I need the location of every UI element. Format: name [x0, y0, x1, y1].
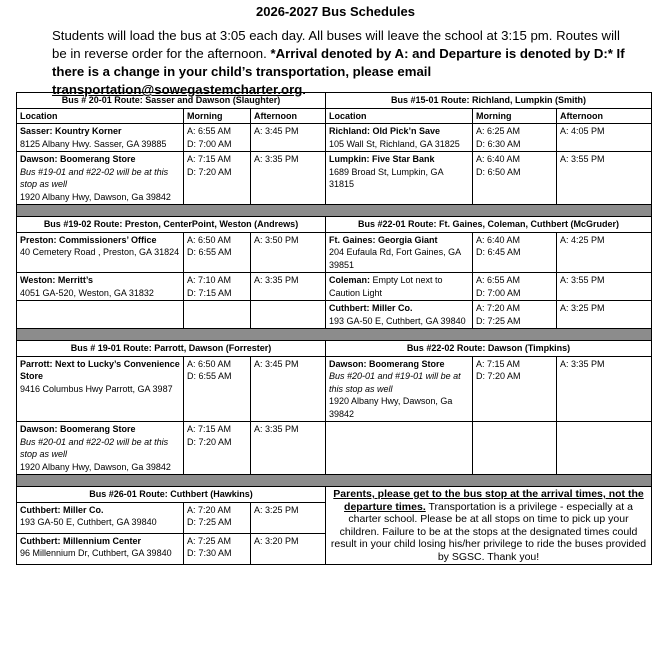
stop-name: Richland: Old Pick’n Save: [329, 126, 441, 136]
table-row: [17, 422, 652, 475]
transportation-email-link[interactable]: transportation@sowegastemcharter.org: [52, 82, 303, 97]
arrival-time: A: 7:25 AM: [187, 535, 232, 546]
table-row: [17, 124, 652, 152]
intro-paragraph: [52, 27, 632, 99]
arrival-time: A: 7:10 AM: [187, 275, 232, 285]
stop-name: Lumpkin: Five Star Bank: [329, 154, 435, 164]
col-afternoon: Afternoon: [251, 108, 326, 124]
stop-address: 1920 Albany Hwy, Dawson, Ga 39842: [20, 191, 171, 202]
departure-time: D: 7:20 AM: [476, 371, 521, 381]
stop-afternoon: A: 3:55 PM: [557, 273, 652, 301]
stop-address: 4051 GA-520, Weston, GA 31832: [20, 287, 154, 298]
arrival-time: A: 6:40 AM: [476, 234, 521, 245]
stop-location: [17, 232, 184, 273]
col-morning: Morning: [473, 108, 557, 124]
arrival-time: A: 6:55 AM: [187, 126, 232, 136]
empty-cell: [184, 301, 251, 329]
stop-name: Ft. Gaines: Georgia Giant: [329, 234, 438, 245]
stop-address: 9416 Columbus Hwy Parrott, GA 3987: [20, 383, 173, 394]
parent-notice-body: Transportation is a privilege - especially at a charter school. Please be at all stops on time to pick up your children. Failure to be at the stops at the designated times could result in your child losing his/her privilege to ride the buses provided by SGSC. Thank you!: [330, 500, 647, 563]
departure-time: D: 7:20 AM: [187, 436, 232, 447]
departure-time: D: 6:45 AM: [476, 247, 521, 257]
stop-address: 204 Eufaula Rd, Fort Gaines, GA 39851: [329, 247, 461, 270]
col-location: Location: [326, 108, 473, 124]
arrival-time: A: 6:40 AM: [476, 154, 521, 164]
stop-address: 1920 Albany Hwy, Dawson, Ga 39842: [329, 396, 453, 419]
section-divider: [17, 329, 652, 341]
stop-afternoon: A: 3:25 PM: [251, 502, 326, 533]
route-header-22-02: Bus #22-02 Route: Dawson (Timpkins): [326, 341, 652, 357]
arrival-time: A: 6:50 AM: [187, 234, 232, 245]
empty-cell: [557, 422, 652, 475]
stop-morning: [473, 152, 557, 205]
stop-name: Cuthbert: Millennium Center: [20, 535, 141, 546]
stop-morning: [184, 232, 251, 273]
page-title: 2026-2027 Bus Schedules: [256, 4, 415, 19]
stop-morning: [184, 124, 251, 152]
empty-cell: [473, 422, 557, 475]
stop-afternoon: A: 3:35 PM: [557, 356, 652, 422]
arrival-time: A: 6:50 AM: [187, 358, 232, 369]
empty-cell: [17, 301, 184, 329]
stop-note: Bus #19-01 and #22-02 will be at this stop as well: [20, 166, 169, 189]
arrival-time: A: 7:20 AM: [187, 504, 232, 515]
stop-address: 40 Cemetery Road , Preston, GA 31824: [20, 247, 180, 257]
departure-time: D: 6:30 AM: [476, 138, 521, 149]
section-divider: [17, 475, 652, 487]
col-afternoon: Afternoon: [557, 108, 652, 124]
stop-location: [326, 152, 473, 205]
route-header-19-01: Bus # 19-01 Route: Parrott, Dawson (Forrester): [17, 341, 326, 357]
stop-note: Bus #20-01 and #22-02 will be at this stop as well: [20, 436, 169, 459]
stop-address: 96 Millennium Dr, Cuthbert, GA 39840: [20, 548, 172, 559]
stop-location: [17, 533, 184, 564]
stop-location: [326, 273, 473, 301]
intro-text: Students will load the bus at 3:05 each day. All buses will leave the school at 3:15 pm. Routes will be in reverse order for the afternoon.: [52, 28, 620, 61]
arrival-time: A: 7:15 AM: [187, 154, 232, 164]
departure-time: D: 6:55 AM: [187, 371, 232, 381]
empty-cell: [326, 422, 473, 475]
stop-morning: [473, 232, 557, 273]
departure-time: D: 6:55 AM: [187, 247, 232, 257]
stop-name: Cuthbert: Miller Co.: [329, 303, 413, 313]
stop-morning: [473, 273, 557, 301]
stop-afternoon: A: 3:35 PM: [251, 273, 326, 301]
stop-name: Preston: Commissioners’ Office: [20, 234, 157, 245]
stop-location: [17, 124, 184, 152]
stop-address: 1920 Albany Hwy, Dawson, Ga 39842: [20, 461, 171, 472]
arrival-time: A: 6:55 AM: [476, 275, 521, 285]
departure-time: D: 7:30 AM: [187, 548, 232, 559]
stop-afternoon: A: 4:25 PM: [557, 232, 652, 273]
stop-address: 105 Wall St, Richland, GA 31825: [329, 138, 460, 149]
table-row: [17, 232, 652, 273]
arrival-time: A: 6:25 AM: [476, 126, 521, 136]
intro-end: .: [302, 82, 306, 97]
intro-bold-note: *Arrival denoted by A: and Departure is denoted by D:* If there is a change in your child’s transportation, please email: [52, 46, 625, 79]
stop-location: [326, 356, 473, 422]
parent-notice: [326, 487, 652, 565]
stop-afternoon: A: 4:05 PM: [557, 124, 652, 152]
stop-note: Bus #20-01 and #19-01 will be at this stop as well: [329, 371, 461, 394]
table-row: [17, 152, 652, 205]
stop-location: [17, 273, 184, 301]
route-header-20-01: Bus # 20-01 Route: Sasser and Dawson (Slaughter): [17, 93, 326, 109]
stop-address: 193 GA-50 E, Cuthbert, GA 39840: [329, 315, 466, 326]
stop-name: Cuthbert: Miller Co.: [20, 504, 104, 515]
stop-morning: [184, 533, 251, 564]
stop-name: Weston: Merritt’s: [20, 275, 94, 285]
bus-schedule-table: [16, 92, 652, 565]
departure-time: D: 7:25 AM: [187, 517, 232, 527]
stop-morning: [184, 356, 251, 422]
stop-name: Dawson: Boomerang Store: [20, 154, 136, 164]
stop-name: Dawson: Boomerang Store: [329, 358, 445, 369]
table-row: [17, 273, 652, 301]
col-location: Location: [17, 108, 184, 124]
table-row: [17, 356, 652, 422]
stop-name: Sasser: Kountry Korner: [20, 126, 122, 136]
empty-cell: [251, 301, 326, 329]
arrival-time: A: 7:20 AM: [476, 303, 521, 313]
col-morning: Morning: [184, 108, 251, 124]
departure-time: D: 6:50 AM: [476, 166, 521, 177]
stop-location: [326, 301, 473, 329]
stop-address: 1689 Broad St, Lumpkin, GA 31815: [329, 166, 444, 189]
section-divider: [17, 205, 652, 217]
stop-afternoon: A: 3:45 PM: [251, 124, 326, 152]
departure-time: D: 7:20 AM: [187, 166, 232, 177]
departure-time: D: 7:00 AM: [476, 287, 521, 298]
route-header-22-01: Bus #22-01 Route: Ft. Gaines, Coleman, Cuthbert (McGruder): [326, 217, 652, 233]
stop-morning: [473, 124, 557, 152]
stop-location: [17, 502, 184, 533]
stop-location: [326, 124, 473, 152]
stop-morning: [184, 273, 251, 301]
stop-afternoon: A: 3:55 PM: [557, 152, 652, 205]
stop-morning: [184, 502, 251, 533]
stop-morning: [184, 422, 251, 475]
stop-morning: [473, 301, 557, 329]
stop-afternoon: A: 3:35 PM: [251, 152, 326, 205]
departure-time: D: 7:15 AM: [187, 287, 232, 298]
route-header-15-01: Bus #15-01 Route: Richland, Lumpkin (Smith): [326, 93, 652, 109]
arrival-time: A: 7:15 AM: [476, 358, 521, 369]
departure-time: D: 7:00 AM: [187, 138, 232, 149]
stop-afternoon: A: 3:25 PM: [557, 301, 652, 329]
stop-afternoon: A: 3:20 PM: [251, 533, 326, 564]
route-header-26-01: Bus #26-01 Route: Cuthbert (Hawkins): [17, 487, 326, 503]
stop-morning: [473, 356, 557, 422]
stop-name: Parrott: Next to Lucky’s Convenience Store: [20, 358, 180, 381]
route-header-19-02: Bus #19-02 Route: Preston, CenterPoint, Weston (Andrews): [17, 217, 326, 233]
stop-location: [17, 356, 184, 422]
stop-description: Empty Lot next to Caution Light: [329, 275, 443, 298]
arrival-time: A: 7:15 AM: [187, 424, 232, 434]
stop-address: 193 GA-50 E, Cuthbert, GA 39840: [20, 517, 157, 527]
stop-location: [17, 422, 184, 475]
table-row: [17, 301, 652, 329]
stop-location: [326, 232, 473, 273]
stop-afternoon: A: 3:45 PM: [251, 356, 326, 422]
stop-name: Coleman:: [329, 275, 371, 285]
stop-address: 8125 Albany Hwy. Sasser, GA 39885: [20, 138, 167, 149]
stop-morning: [184, 152, 251, 205]
departure-time: D: 7:25 AM: [476, 315, 521, 326]
stop-afternoon: A: 3:50 PM: [251, 232, 326, 273]
stop-afternoon: A: 3:35 PM: [251, 422, 326, 475]
stop-name: Dawson: Boomerang Store: [20, 424, 136, 434]
stop-location: [17, 152, 184, 205]
parent-notice-emphasis: Parents, please get to the bus stop at the arrival times, not the departure times.: [333, 488, 644, 513]
